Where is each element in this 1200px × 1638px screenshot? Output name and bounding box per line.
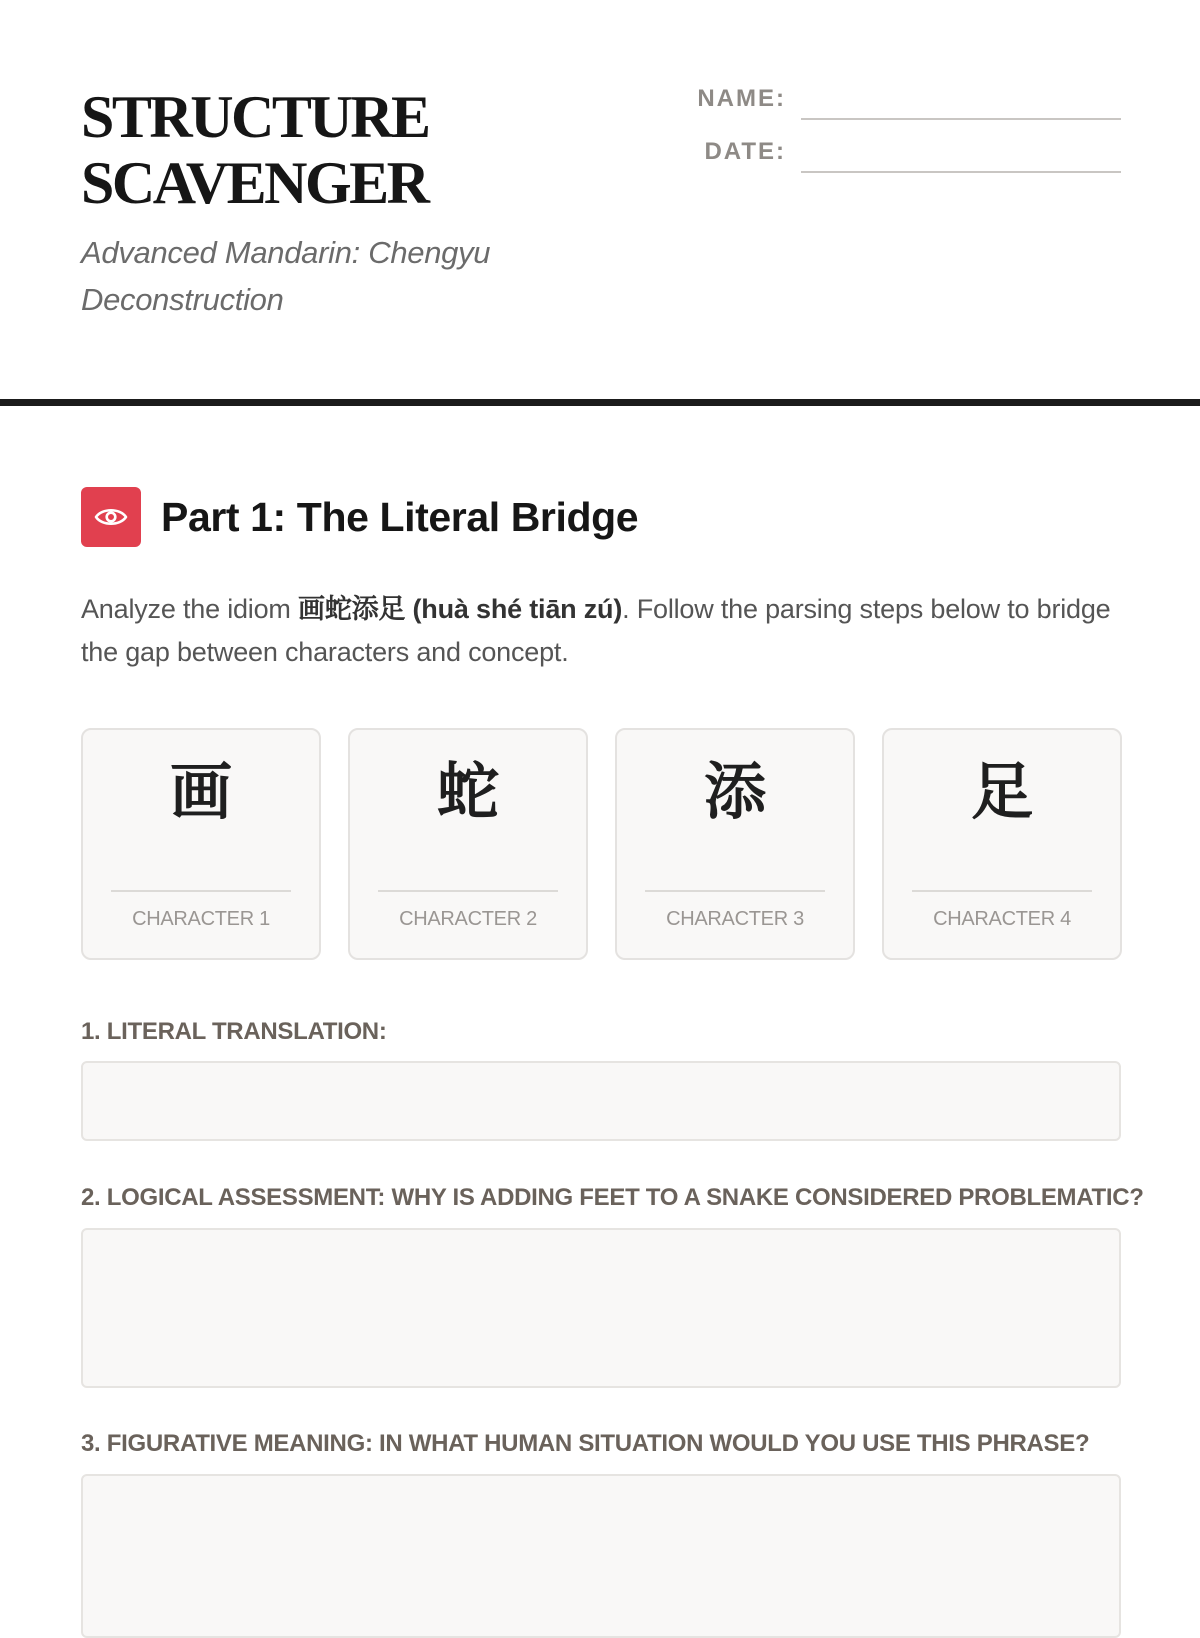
character-caption: CHARACTER 3 (666, 908, 804, 930)
question-3-label: 3. FIGURATIVE MEANING: IN WHAT HUMAN SITUATION WOULD YOU USE THIS PHRASE? (81, 1430, 1090, 1457)
card-divider (912, 890, 1092, 892)
name-label: NAME: (697, 85, 786, 112)
date-field-line[interactable] (801, 171, 1121, 173)
question-2-label: 2. LOGICAL ASSESSMENT: WHY IS ADDING FEET TO A SNAKE CONSIDERED PROBLEMATIC? (81, 1184, 1144, 1211)
part1-heading (81, 487, 1121, 547)
character-cards (81, 728, 1121, 960)
question-3-answer-box[interactable] (81, 1474, 1121, 1638)
character-card-1 (81, 728, 321, 960)
part1-instructions (81, 588, 1121, 674)
name-field-line[interactable] (801, 118, 1121, 120)
character-glyph: 足 (970, 755, 1033, 828)
title-line-1: STRUCTURE (81, 84, 429, 150)
character-glyph: 蛇 (436, 755, 499, 828)
character-caption: CHARACTER 1 (132, 908, 270, 930)
question-2-answer-box[interactable] (81, 1228, 1121, 1388)
character-glyph: 画 (169, 755, 232, 828)
character-card-3 (615, 728, 855, 960)
header-divider (0, 399, 1200, 406)
idiom-text: 画蛇添足 (huà shé tiān zú) (298, 594, 623, 624)
worksheet-header (0, 0, 1200, 400)
title-line-2: SCAVENGER (81, 150, 428, 216)
page-title (81, 84, 429, 216)
character-caption: CHARACTER 2 (399, 908, 537, 930)
card-divider (111, 890, 291, 892)
question-1-answer-box[interactable] (81, 1061, 1121, 1141)
card-divider (378, 890, 558, 892)
intro-text-after: . Follow the parsing steps below to bridge the gap between characters and concept. (81, 594, 1111, 667)
character-glyph: 添 (703, 755, 766, 828)
eye-icon (81, 487, 141, 547)
character-card-2 (348, 728, 588, 960)
card-divider (645, 890, 825, 892)
page-subtitle: Advanced Mandarin: Chengyu Deconstruction (81, 235, 491, 317)
question-1-label: 1. LITERAL TRANSLATION: (81, 1018, 387, 1045)
character-card-4 (882, 728, 1122, 960)
part1-title: Part 1: The Literal Bridge (161, 494, 639, 540)
intro-text-before: Analyze the idiom (81, 594, 299, 624)
date-label: DATE: (704, 138, 786, 165)
character-caption: CHARACTER 4 (933, 908, 1071, 930)
